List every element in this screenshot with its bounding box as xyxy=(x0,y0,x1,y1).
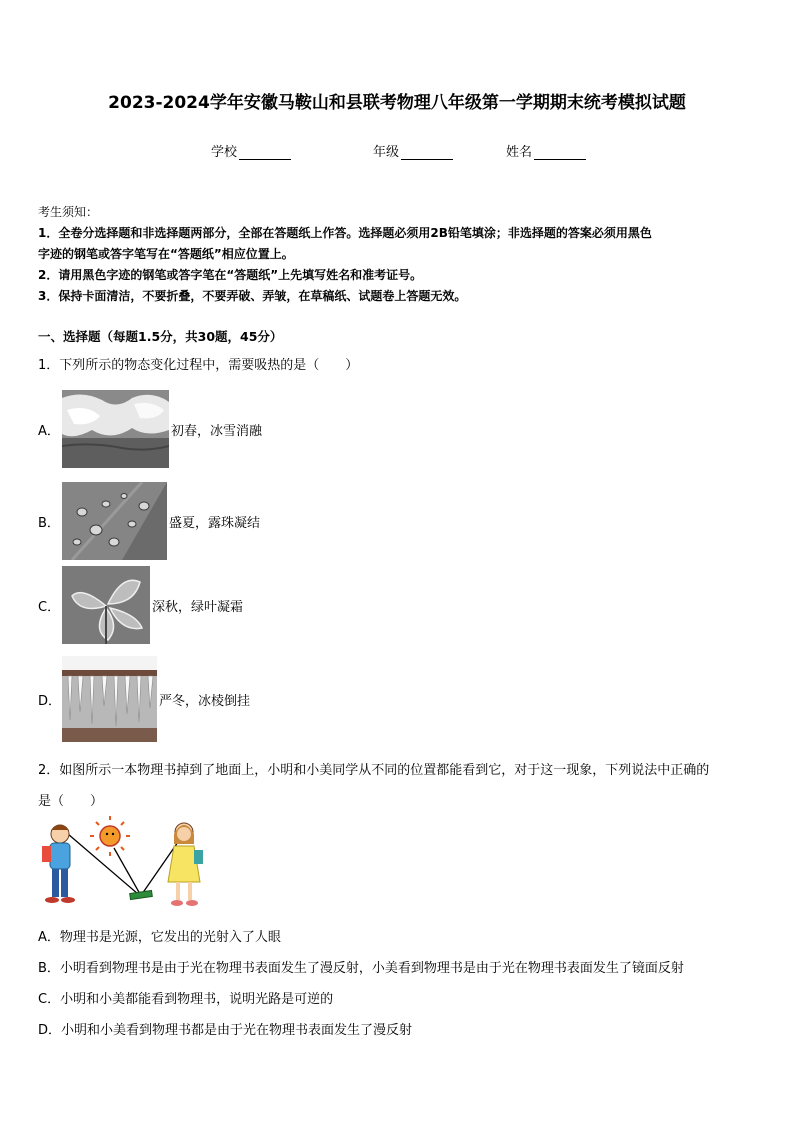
boy-figure xyxy=(42,825,75,903)
option-label: A． xyxy=(38,423,60,439)
notice-item-2: 2．请用黑色字迹的钢笔或答字笔在“答题纸”上先填写姓名和准考证号。 xyxy=(38,268,423,282)
question-2-stem-line2: 是（ ） xyxy=(38,794,104,809)
q2-option-b[interactable]: B．小明看到物理书是由于光在物理书表面发生了漫反射，小美看到物理书是由于光在物理书表面发生了镜面反射 xyxy=(38,961,684,976)
option-label: B． xyxy=(38,515,60,531)
name-field[interactable]: 姓名 xyxy=(506,141,586,160)
option-label: D． xyxy=(38,693,62,709)
icicles-image xyxy=(62,656,157,742)
name-blank[interactable] xyxy=(534,145,586,160)
melting-snow-image xyxy=(62,390,169,468)
q2-option-c[interactable]: C．小明和小美都能看到物理书，说明光路是可逆的 xyxy=(38,992,334,1007)
school-field[interactable]: 学校 xyxy=(211,141,291,160)
notice-item-3: 3．保持卡面清洁，不要折叠，不要弄破、弄皱，在草稿纸、试题卷上答题无效。 xyxy=(38,289,467,303)
q1-option-a[interactable] xyxy=(38,390,262,468)
sun-icon xyxy=(90,816,130,856)
option-label: C． xyxy=(38,599,61,615)
reflection-illustration xyxy=(38,816,214,914)
exam-notice xyxy=(38,202,760,307)
question-1-stem: 1．下列所示的物态变化过程中，需要吸热的是（ ） xyxy=(38,358,359,373)
q2-option-d[interactable]: D．小明和小美看到物理书都是由于光在物理书表面发生了漫反射 xyxy=(38,1023,413,1038)
notice-item-1: 1．全卷分选择题和非选择题两部分，全部在答题纸上作答。选择题必须用2B铅笔填涂；非选择题的答案必须用黑色 xyxy=(38,226,652,240)
grade-blank[interactable] xyxy=(401,145,453,160)
question-2-stem-line1: 2．如图所示一本物理书掉到了地面上，小明和小美同学从不同的位置都能看到它，对于这一现象，下列说法中正确的 xyxy=(38,763,710,778)
section-heading: 一、选择题（每题1.5分，共30题，45分） xyxy=(38,329,283,344)
exam-title: 2023-2024学年安徽马鞍山和县联考物理八年级第一学期期末统考模拟试题 xyxy=(108,93,686,113)
grade-field[interactable]: 年级 xyxy=(373,141,453,160)
option-caption: 初春，冰雪消融 xyxy=(171,423,263,439)
option-caption: 深秋，绿叶凝霜 xyxy=(152,599,244,615)
option-caption: 盛夏，露珠凝结 xyxy=(169,515,261,531)
notice-item-1-cont: 字迹的钢笔或答字笔写在“答题纸”相应位置上。 xyxy=(38,247,294,261)
q1-option-c[interactable] xyxy=(38,566,243,644)
q1-option-b[interactable] xyxy=(38,482,260,560)
book-icon xyxy=(130,890,153,899)
school-blank[interactable] xyxy=(239,145,291,160)
notice-heading: 考生须知： xyxy=(38,205,99,219)
option-caption: 严冬，冰棱倒挂 xyxy=(159,693,251,709)
frosted-leaves-image xyxy=(62,566,150,644)
q1-option-d[interactable] xyxy=(38,656,250,742)
dew-drops-image xyxy=(62,482,167,560)
q2-option-a[interactable]: A．物理书是光源，它发出的光射入了人眼 xyxy=(38,930,281,945)
girl-figure xyxy=(168,823,203,906)
